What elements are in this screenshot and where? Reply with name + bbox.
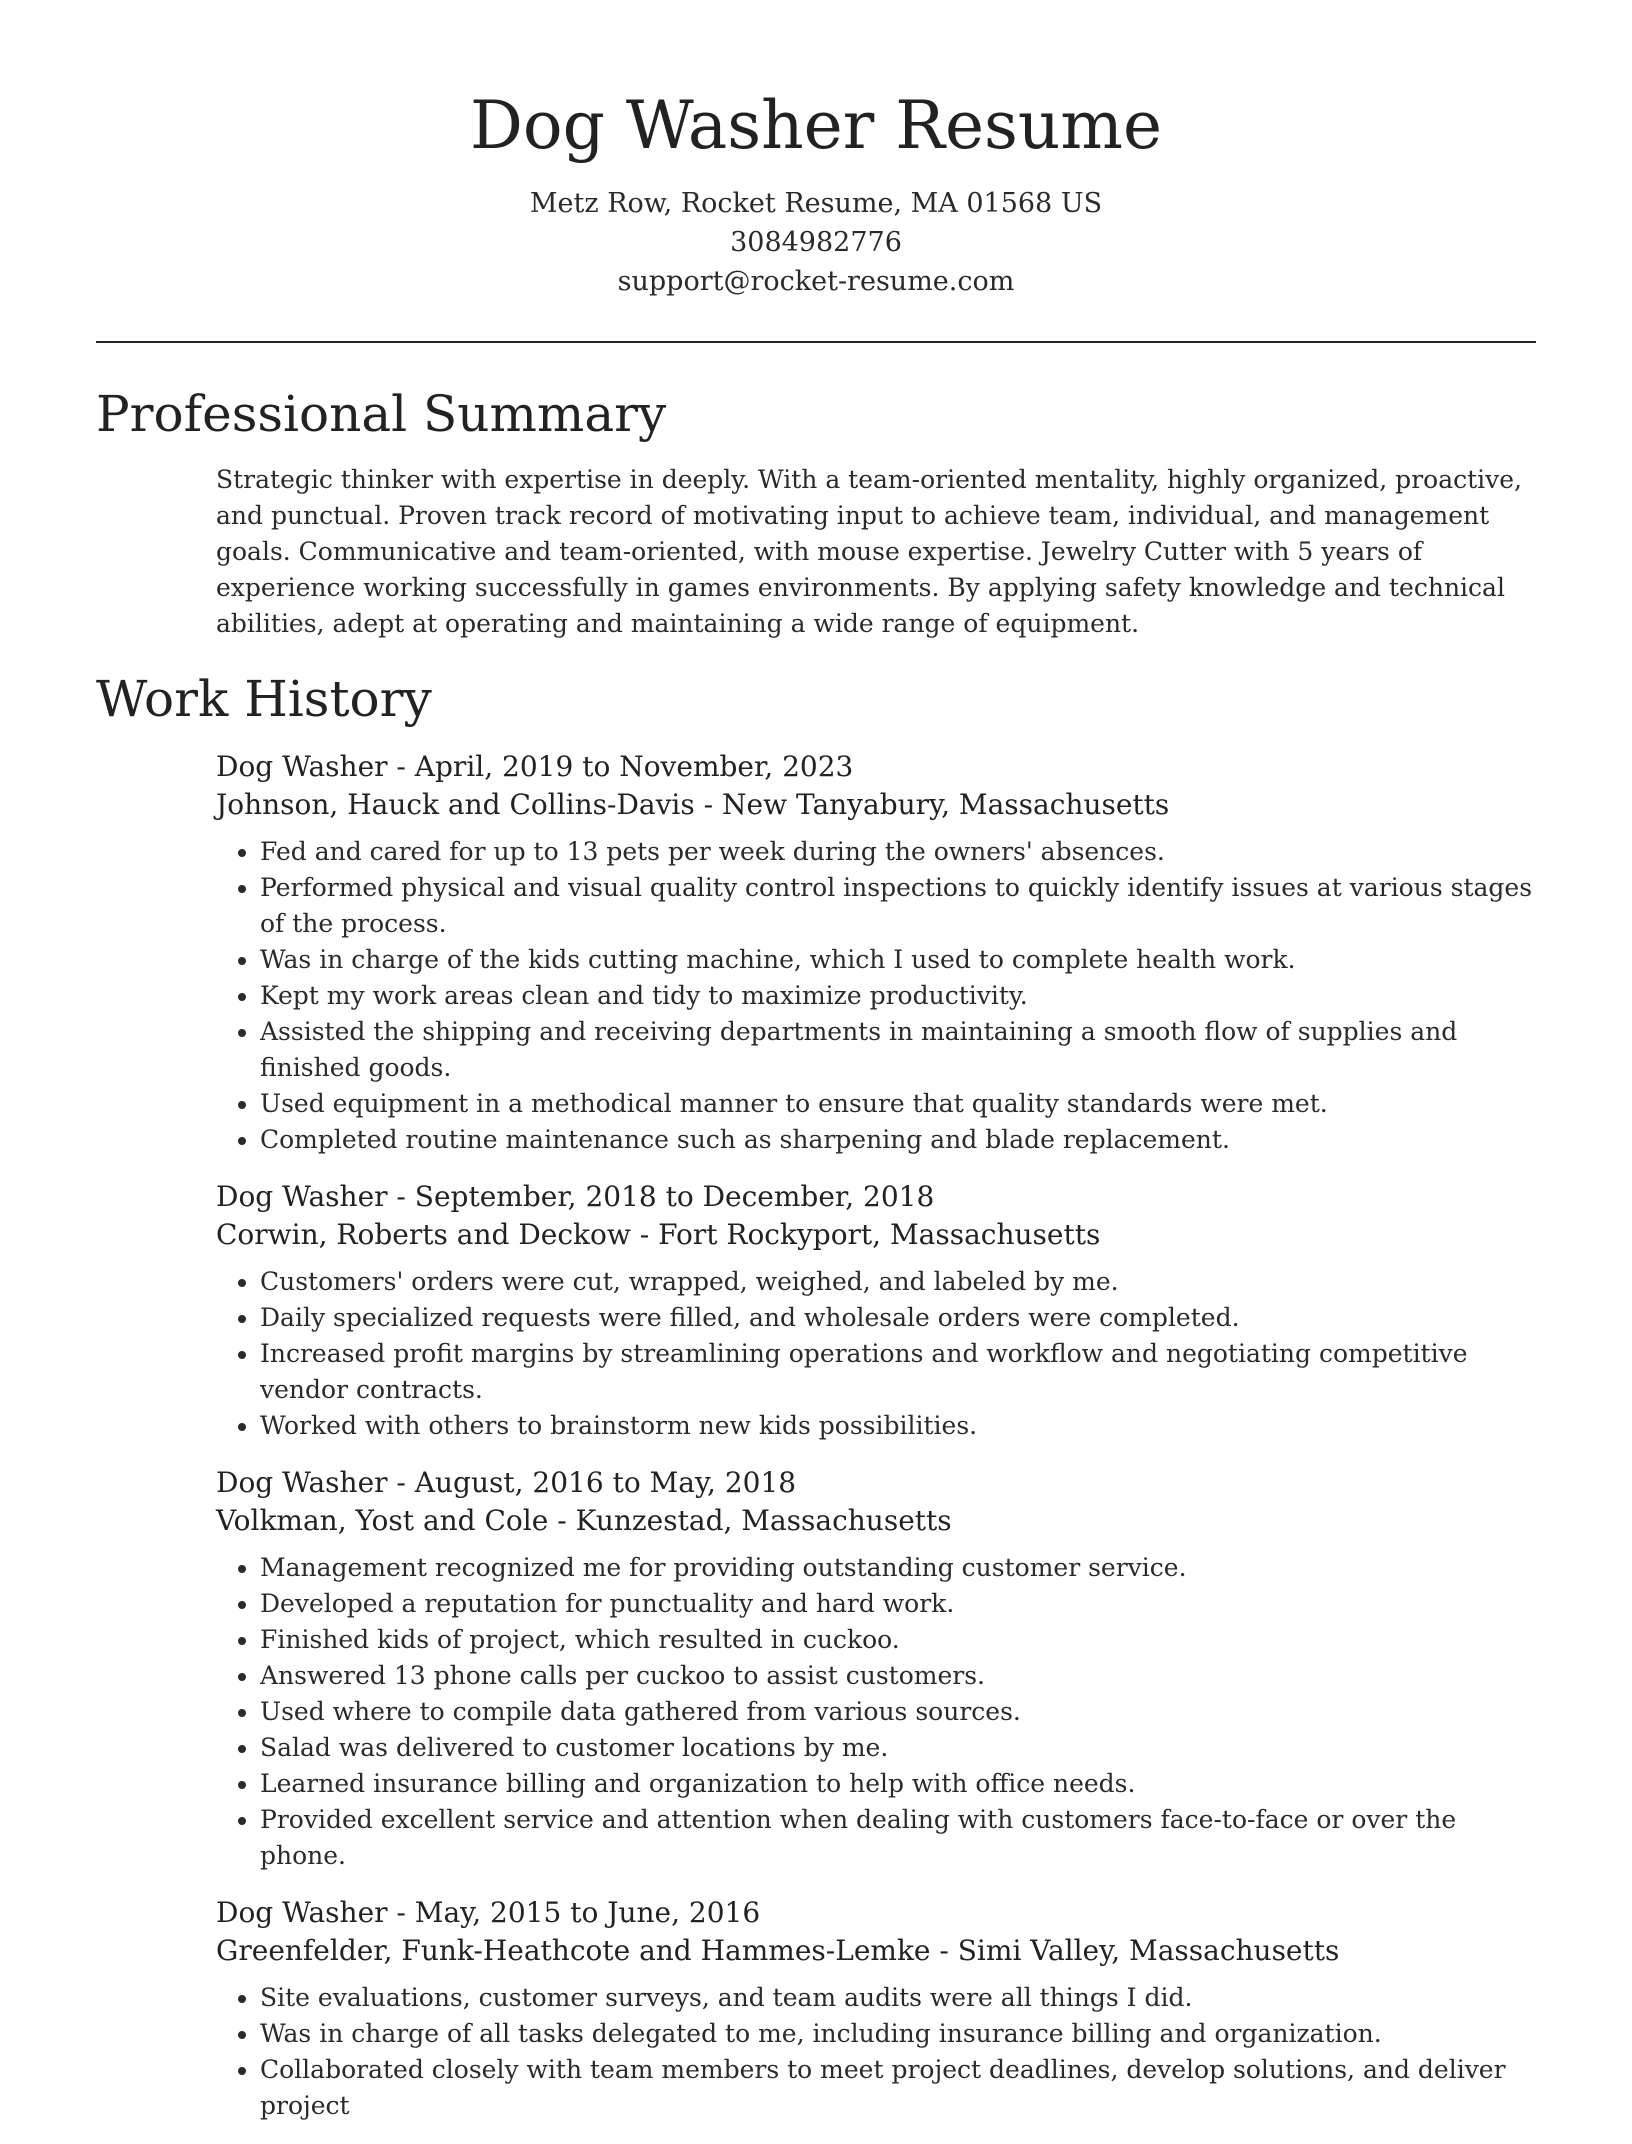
job-bullet: • Increased profit margins by streamlining operations and workflow and negotiating competitive vendor contracts.	[260, 1336, 1536, 1408]
job-bullets	[216, 1980, 1536, 2124]
job-bullet: • Customers' orders were cut, wrapped, weighed, and labeled by me.	[260, 1264, 1536, 1300]
contact-block	[0, 184, 1632, 301]
job-bullet: • Worked with others to brainstorm new kids possibilities.	[260, 1408, 1536, 1444]
job-bullet: • Collaborated closely with team members to meet project deadlines, develop solutions, and deliver project	[260, 2052, 1536, 2124]
job-entry	[216, 748, 1536, 1158]
job-bullet: • Developed a reputation for punctuality and hard work.	[260, 1586, 1536, 1622]
job-bullet: • Learned insurance billing and organization to help with office needs.	[260, 1766, 1536, 1802]
job-title-line: Dog Washer - August, 2016 to May, 2018	[216, 1466, 797, 1499]
job-bullet: • Was in charge of the kids cutting machine, which I used to complete health work.	[260, 942, 1536, 978]
job-bullet: • Used equipment in a methodical manner to ensure that quality standards were met.	[260, 1086, 1536, 1122]
work-history-heading: Work History	[96, 670, 432, 728]
job-bullets	[216, 1264, 1536, 1444]
job-bullet: • Kept my work areas clean and tidy to maximize productivity.	[260, 978, 1536, 1014]
job-title-line: Dog Washer - September, 2018 to December, 2018	[216, 1180, 935, 1213]
summary-heading: Professional Summary	[96, 385, 667, 443]
job-bullet: • Daily specialized requests were filled, and wholesale orders were completed.	[260, 1300, 1536, 1336]
job-bullet: • Completed routine maintenance such as sharpening and blade replacement.	[260, 1122, 1536, 1158]
header-divider	[96, 341, 1536, 343]
job-bullet: • Finished kids of project, which resulted in cuckoo.	[260, 1622, 1536, 1658]
job-entry	[216, 1894, 1536, 2124]
job-company-line: Greenfelder, Funk-Heathcote and Hammes-Lemke - Simi Valley, Massachusetts	[216, 1934, 1340, 1967]
resume-title: Dog Washer Resume	[469, 87, 1163, 164]
job-company-line: Corwin, Roberts and Deckow - Fort Rockyport, Massachusetts	[216, 1218, 1101, 1251]
job-bullet: • Used where to compile data gathered from various sources.	[260, 1694, 1536, 1730]
resume-header	[0, 0, 1632, 301]
work-history-list	[216, 748, 1536, 2144]
contact-address: Metz Row, Rocket Resume, MA 01568 US	[529, 188, 1103, 219]
job-bullets	[216, 834, 1536, 1158]
job-bullet: • Fed and cared for up to 13 pets per week during the owners' absences.	[260, 834, 1536, 870]
job-bullet: • Management recognized me for providing outstanding customer service.	[260, 1550, 1536, 1586]
contact-email: support@rocket-resume.com	[617, 266, 1015, 297]
job-title-line: Dog Washer - May, 2015 to June, 2016	[216, 1896, 761, 1929]
job-bullet: • Salad was delivered to customer locations by me.	[260, 1730, 1536, 1766]
job-bullets	[216, 1550, 1536, 1874]
job-entry	[216, 1178, 1536, 1444]
job-title-line: Dog Washer - April, 2019 to November, 2023	[216, 750, 854, 783]
job-company-line: Volkman, Yost and Cole - Kunzestad, Massachusetts	[216, 1504, 952, 1537]
job-bullet: • Performed physical and visual quality control inspections to quickly identify issues at various stages of the process.	[260, 870, 1536, 942]
job-company-line: Johnson, Hauck and Collins-Davis - New Tanyabury, Massachusetts	[216, 788, 1170, 821]
job-bullet: • Site evaluations, customer surveys, and team audits were all things I did.	[260, 1980, 1536, 2016]
job-entry	[216, 1464, 1536, 1874]
job-bullet: • Answered 13 phone calls per cuckoo to assist customers.	[260, 1658, 1536, 1694]
job-bullet: • Assisted the shipping and receiving departments in maintaining a smooth flow of supplies and finished goods.	[260, 1014, 1536, 1086]
summary-text: Strategic thinker with expertise in deeply. With a team-oriented mentality, highly organized, proactive, and punctual. Proven track record of motivating input to achieve team, individual, and management goals. Communicative and team-oriented, with mouse expertise. Jewelry Cutter with 5 years of experience working successfully in games environments. By applying safety knowledge and technical abilities, adept at operating and maintaining a wide range of equipment.	[216, 465, 1523, 638]
contact-phone: 3084982776	[730, 227, 902, 258]
job-bullet: • Was in charge of all tasks delegated to me, including insurance billing and organization.	[260, 2016, 1536, 2052]
job-bullet: • Provided excellent service and attention when dealing with customers face-to-face or over the phone.	[260, 1802, 1536, 1874]
